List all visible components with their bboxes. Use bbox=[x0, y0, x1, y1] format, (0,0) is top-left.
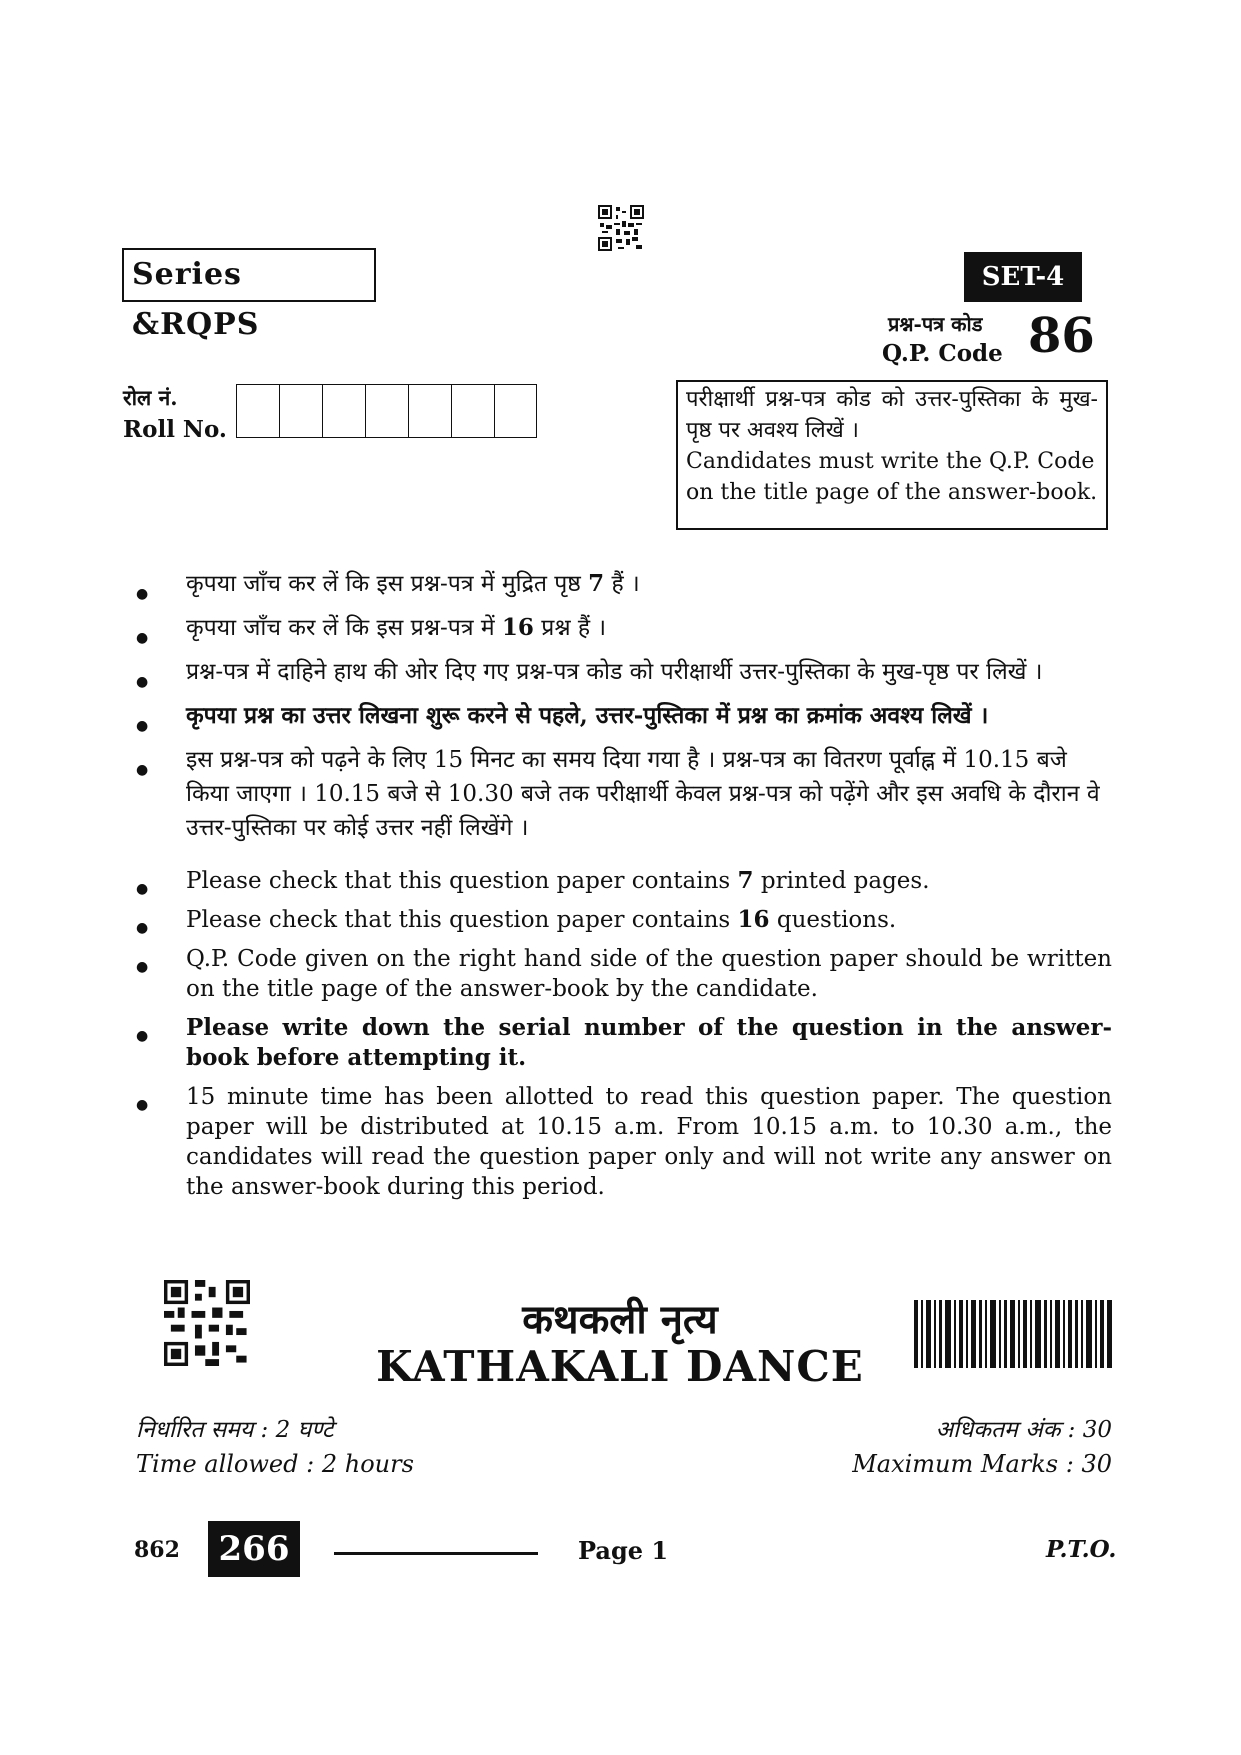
time-allowed: Time allowed : 2 hours bbox=[136, 1450, 414, 1478]
maximum-marks-hindi: अधिकतम अंक : 30 bbox=[935, 1417, 1112, 1443]
subject-title-hindi: कथकली नृत्य bbox=[522, 1296, 718, 1343]
instruction-item: ● Q.P. Code given on the right hand side of the question paper should be written on the title page of the answer-book by the candidate. bbox=[136, 944, 1112, 1004]
instruction-item: ● कृपया जाँच कर लें कि इस प्रश्न-पत्र में 16 प्रश्न हैं । bbox=[136, 611, 1112, 645]
instruction-item: ● कृपया जाँच कर लें कि इस प्रश्न-पत्र में मुद्रित पृष्ठ 7 हैं । bbox=[136, 567, 1112, 601]
roll-digit-box[interactable] bbox=[236, 384, 279, 438]
roll-digit-box[interactable] bbox=[365, 384, 408, 438]
pto-label: P.T.O. bbox=[1046, 1536, 1117, 1563]
maximum-marks: Maximum Marks : 30 bbox=[852, 1450, 1112, 1478]
instructions-hindi bbox=[136, 567, 1112, 855]
instruction-item: ● प्रश्न-पत्र में दाहिने हाथ की ओर दिए गए प्रश्न-पत्र कोड को परीक्षार्थी उत्तर-पुस्तिका के मुख-पृष्ठ पर लिखें । bbox=[136, 655, 1112, 689]
paper-code: 862 bbox=[134, 1537, 180, 1563]
barcode-icon bbox=[914, 1300, 1112, 1368]
roll-digit-box[interactable] bbox=[279, 384, 322, 438]
page-number: Page 1 bbox=[578, 1536, 669, 1565]
qp-code-label-hindi: प्रश्न-पत्र कोड bbox=[888, 312, 983, 336]
instruction-item: ● Please check that this question paper contains 7 printed pages. bbox=[136, 866, 1112, 896]
footer-number-badge: 266 bbox=[208, 1521, 300, 1577]
roll-digit-box[interactable] bbox=[322, 384, 365, 438]
instructions-english bbox=[136, 866, 1112, 1211]
roll-digit-box[interactable] bbox=[494, 384, 537, 438]
qp-code-label: Q.P. Code bbox=[882, 340, 1003, 367]
roll-digit-box[interactable] bbox=[408, 384, 451, 438]
instruction-item: ● 15 minute time has been allotted to read this question paper. The question paper will be distributed at 10.15 a.m. From 10.15 a.m. to 10.30 a.m., the candidates will read the question paper only and will not write any answer on the answer-book during this period. bbox=[136, 1082, 1112, 1202]
series-label: Series &RQPS bbox=[122, 248, 376, 302]
notice-hindi: परीक्षार्थी प्रश्न-पत्र कोड को उत्तर-पुस्तिका के मुख-पृष्ठ पर अवश्य लिखें । bbox=[686, 387, 1098, 443]
roll-number-grid[interactable] bbox=[236, 384, 537, 438]
set-badge: SET-4 bbox=[964, 252, 1082, 302]
instruction-item-bold: ● कृपया प्रश्न का उत्तर लिखना शुरू करने से पहले, उत्तर-पुस्तिका में प्रश्न का क्रमांक अवश्य लिखें । bbox=[136, 699, 1112, 733]
qp-code-number: 86 bbox=[1028, 308, 1095, 364]
qr-code-top-icon bbox=[598, 205, 644, 251]
roll-label: Roll No. bbox=[123, 416, 227, 443]
notice-english: Candidates must write the Q.P. Code on the title page of the answer-book. bbox=[686, 449, 1098, 505]
footer-divider bbox=[334, 1552, 538, 1555]
instruction-item-bold: ● Please write down the serial number of the question in the answer-book before attempting it. bbox=[136, 1013, 1112, 1073]
time-allowed-hindi: निर्धारित समय : 2 घण्टे bbox=[136, 1417, 334, 1443]
instruction-item: ● Please check that this question paper contains 16 questions. bbox=[136, 905, 1112, 935]
qp-code-notice-box bbox=[676, 380, 1108, 530]
roll-label-hindi: रोल नं. bbox=[123, 385, 178, 410]
qr-code-bottom-icon bbox=[164, 1280, 250, 1366]
roll-digit-box[interactable] bbox=[451, 384, 494, 438]
subject-title: KATHAKALI DANCE bbox=[376, 1342, 864, 1391]
instruction-item: ● इस प्रश्न-पत्र को पढ़ने के लिए 15 मिनट का समय दिया गया है । प्रश्न-पत्र का वितरण पूर्वाह्न में 10.15 बजे किया जाएगा । 10.15 बजे से 10.30 बजे तक परीक्षार्थी केवल प्रश्न-पत्र को पढ़ेंगे और इस अवधि के दौरान वे उत्तर-पुस्तिका पर कोई उत्तर नहीं लिखेंगे । bbox=[136, 743, 1112, 845]
